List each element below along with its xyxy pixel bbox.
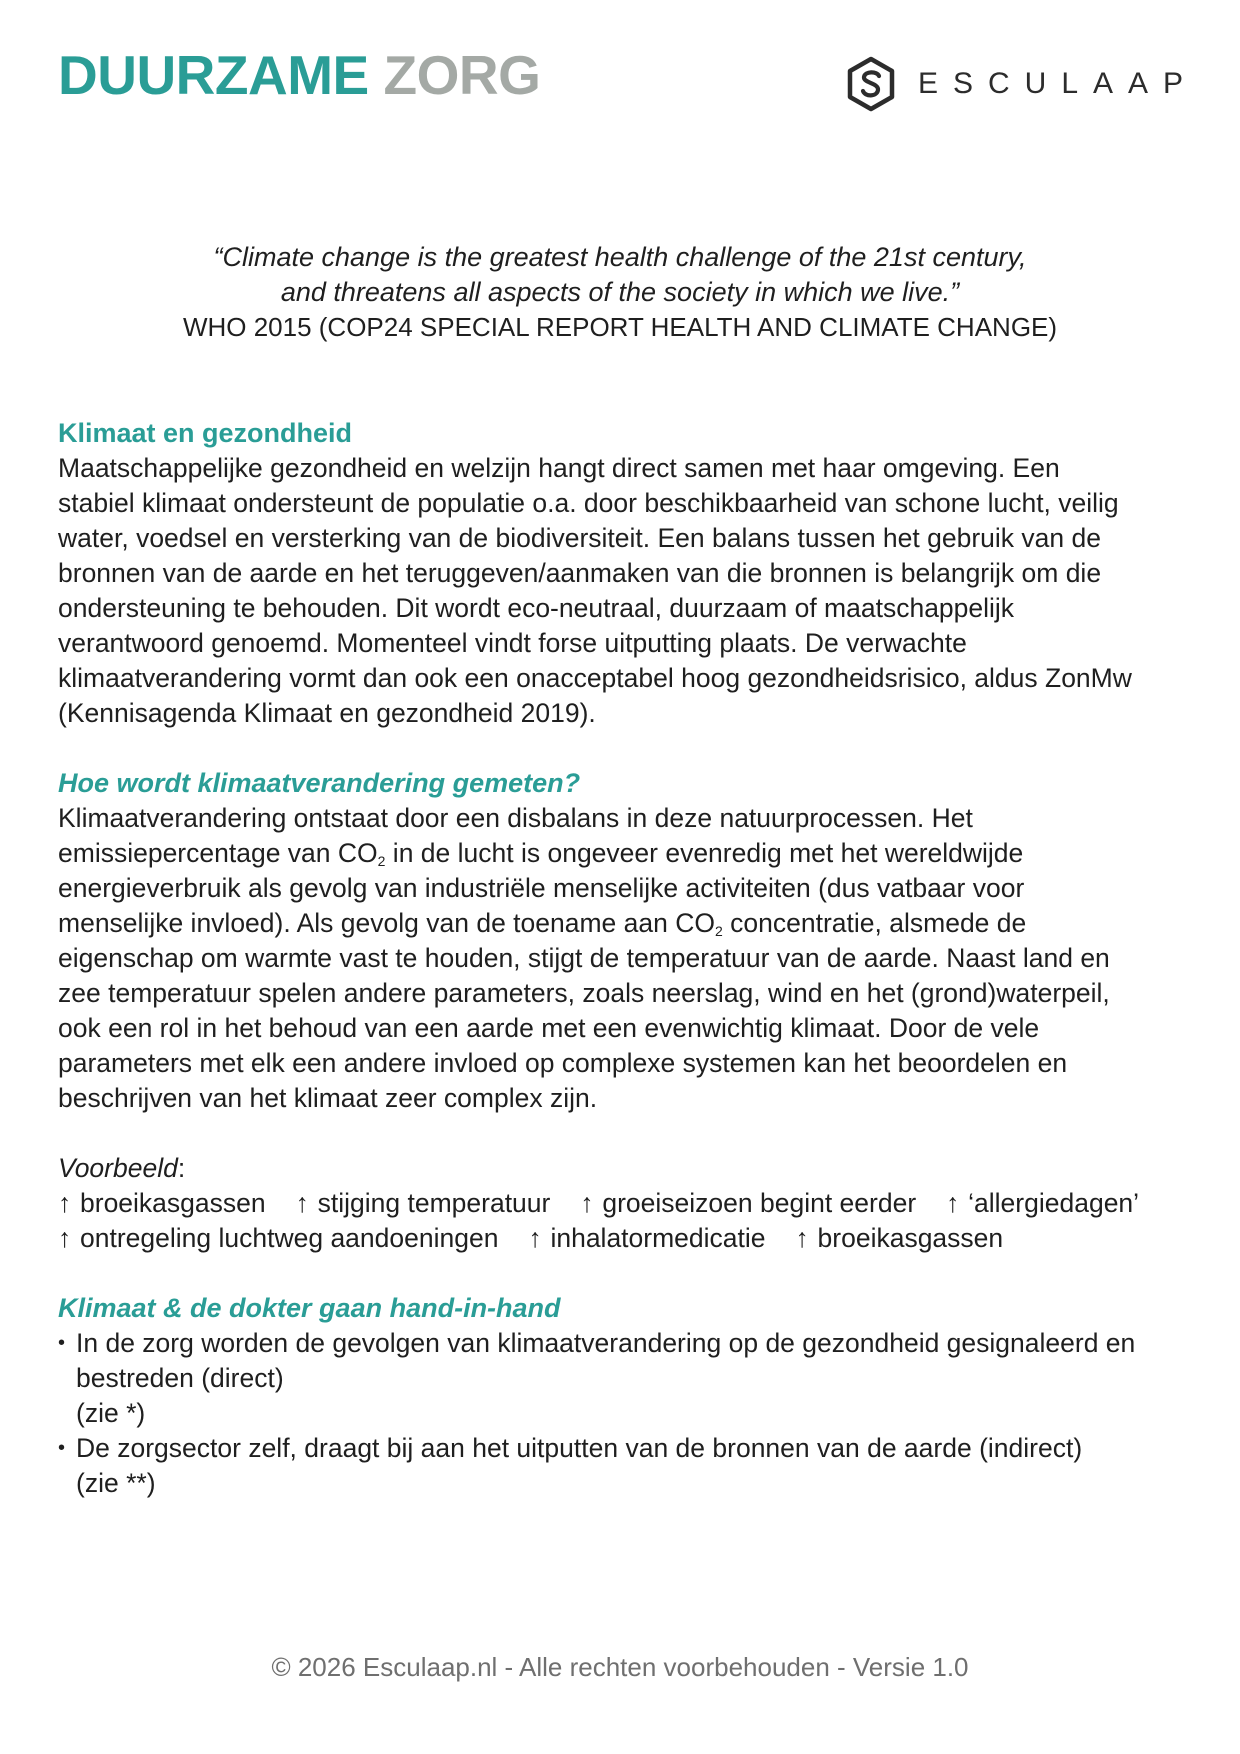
paragraph-line: Klimaatverandering ontstaat door een disbalans in deze natuurprocessen. Het [58,803,973,833]
quote-line: and threatens all aspects of the society in which we live.” [280,277,960,307]
section-klimaat-en-dokter [58,1291,1188,1501]
paragraph-line: eigenschap om warmte vast te houden, stijgt de temperatuur van de aarde. Naast land en [58,943,1110,973]
section-heading: Klimaat en gezondheid [58,418,353,448]
list-item-line: bestreden (direct) [76,1363,284,1393]
paragraph-line: stabiel klimaat ondersteunt de populatie o.a. door beschikbaarheid van schone lucht, veilig [58,488,1119,518]
example-item-label: stijging temperatuur [317,1188,551,1218]
logo-wordmark: ESCULAAP [918,67,1199,100]
copyright-footer: © 2026 Esculaap.nl - Alle rechten voorbehouden - Versie 1.0 [271,1652,969,1682]
example-item [528,1221,765,1256]
up-arrow-icon: ↑ [580,1188,594,1218]
esculaap-logo [846,56,1198,112]
list-item-line: • In de zorg worden de gevolgen van klimaatverandering op de gezondheid gesignaleerd en [76,1328,1136,1358]
paragraph-line [58,836,1188,871]
section-subheading: Hoe wordt klimaatverandering gemeten? [58,768,581,798]
up-arrow-icon: ↑ [528,1223,542,1253]
text-fragment: concentratie, alsmede de [722,908,1027,938]
paragraph-line: zee temperatuur spelen andere parameters, zoals neerslag, wind en het (grond)waterpeil, [58,978,1110,1008]
list-item-line: • De zorgsector zelf, draagt bij aan het uitputten van de bronnen van de aarde (indirect) [76,1433,1083,1463]
paragraph-line: ondersteuning te behouden. Dit wordt eco-neutraal, duurzaam of maatschappelijk [58,593,1015,623]
paragraph-line: water, voedsel en versterking van de biodiversiteit. Een balans tussen het gebruik van de [58,523,1101,553]
example-item [580,1186,916,1221]
example-item-label: broeikasgassen [817,1223,1004,1253]
example-item-label: ‘allergiedagen’ [968,1188,1140,1218]
who-quote [0,240,1240,345]
list-item [58,1431,1188,1501]
example-item-label: groeiseizoen begint eerder [602,1188,917,1218]
paragraph-line: verantwoord genoemd. Momenteel vindt forse uitputting plaats. De verwachte [58,628,967,658]
paragraph-line: beschrijven van het klimaat zeer complex zijn. [58,1083,598,1113]
example-section [58,1151,1188,1256]
section-klimaat-en-gezondheid [58,416,1188,731]
paragraph-line: Maatschappelijke gezondheid en welzijn hangt direct samen met haar omgeving. Een [58,453,1060,483]
example-item [58,1221,498,1256]
quote-line: “Climate change is the greatest health challenge of the 21st century, [213,242,1027,272]
list-item [58,1326,1188,1431]
example-item-label: inhalatormedicatie [550,1223,766,1253]
paragraph-line: klimaatverandering vormt dan ook een onacceptabel hoog gezondheidsrisico, aldus ZonMw [58,663,1132,693]
paragraph-line: energieverbruik als gevolg van industriële menselijke activiteiten (dus vatbaar voor [58,873,1025,903]
example-item [58,1186,266,1221]
bullet-list [58,1326,1188,1501]
example-colon: : [177,1153,186,1183]
section-klimaatverandering-gemeten [58,766,1188,1116]
example-item-label: broeikasgassen [80,1188,266,1218]
up-arrow-icon: ↑ [946,1188,960,1218]
example-label [58,1151,1188,1186]
paragraph-line: (Kennisagenda Klimaat en gezondheid 2019). [58,698,596,728]
example-row [58,1221,1188,1256]
hexagon-s-icon [846,56,896,112]
subscript: 2 [377,853,386,869]
up-arrow-icon: ↑ [295,1188,309,1218]
up-arrow-icon: ↑ [795,1223,809,1253]
example-item [946,1186,1139,1221]
text-fragment: menselijke invloed). Als gevolg van de toename aan CO [58,908,715,938]
text-fragment: emissiepercentage van CO [58,838,378,868]
example-item [296,1186,551,1221]
main-content [58,416,1188,1501]
example-label-text: Voorbeeld [58,1153,178,1183]
paragraph-line: ook een rol in het behoud van een aarde met een evenwichtig klimaat. Door de vele [58,1013,1040,1043]
title-word-duurzame: DUURZAME [58,44,369,106]
text-fragment: in de lucht is ongeveer evenredig met het wereldwijde [385,838,1024,868]
example-item-label: ontregeling luchtweg aandoeningen [80,1223,499,1253]
quote-attribution: WHO 2015 (COP24 SPECIAL REPORT HEALTH AND CLIMATE CHANGE) [182,312,1058,342]
list-item-line: (zie **) [76,1468,156,1498]
list-item-line: (zie *) [76,1398,146,1428]
paragraph-line [58,906,1188,941]
section-subheading: Klimaat & de dokter gaan hand-in-hand [58,1293,561,1323]
page-title [58,44,541,106]
example-row [58,1186,1188,1221]
example-item [796,1221,1004,1256]
paragraph-line: parameters met elk een andere invloed op complexe systemen kan het beoordelen en [58,1048,1068,1078]
title-word-zorg: ZORG [383,44,541,106]
up-arrow-icon: ↑ [58,1188,72,1218]
paragraph-line: bronnen van de aarde en het teruggeven/aanmaken van die bronnen is belangrijk om die [58,558,1102,588]
subscript: 2 [715,923,723,939]
up-arrow-icon: ↑ [58,1223,72,1253]
